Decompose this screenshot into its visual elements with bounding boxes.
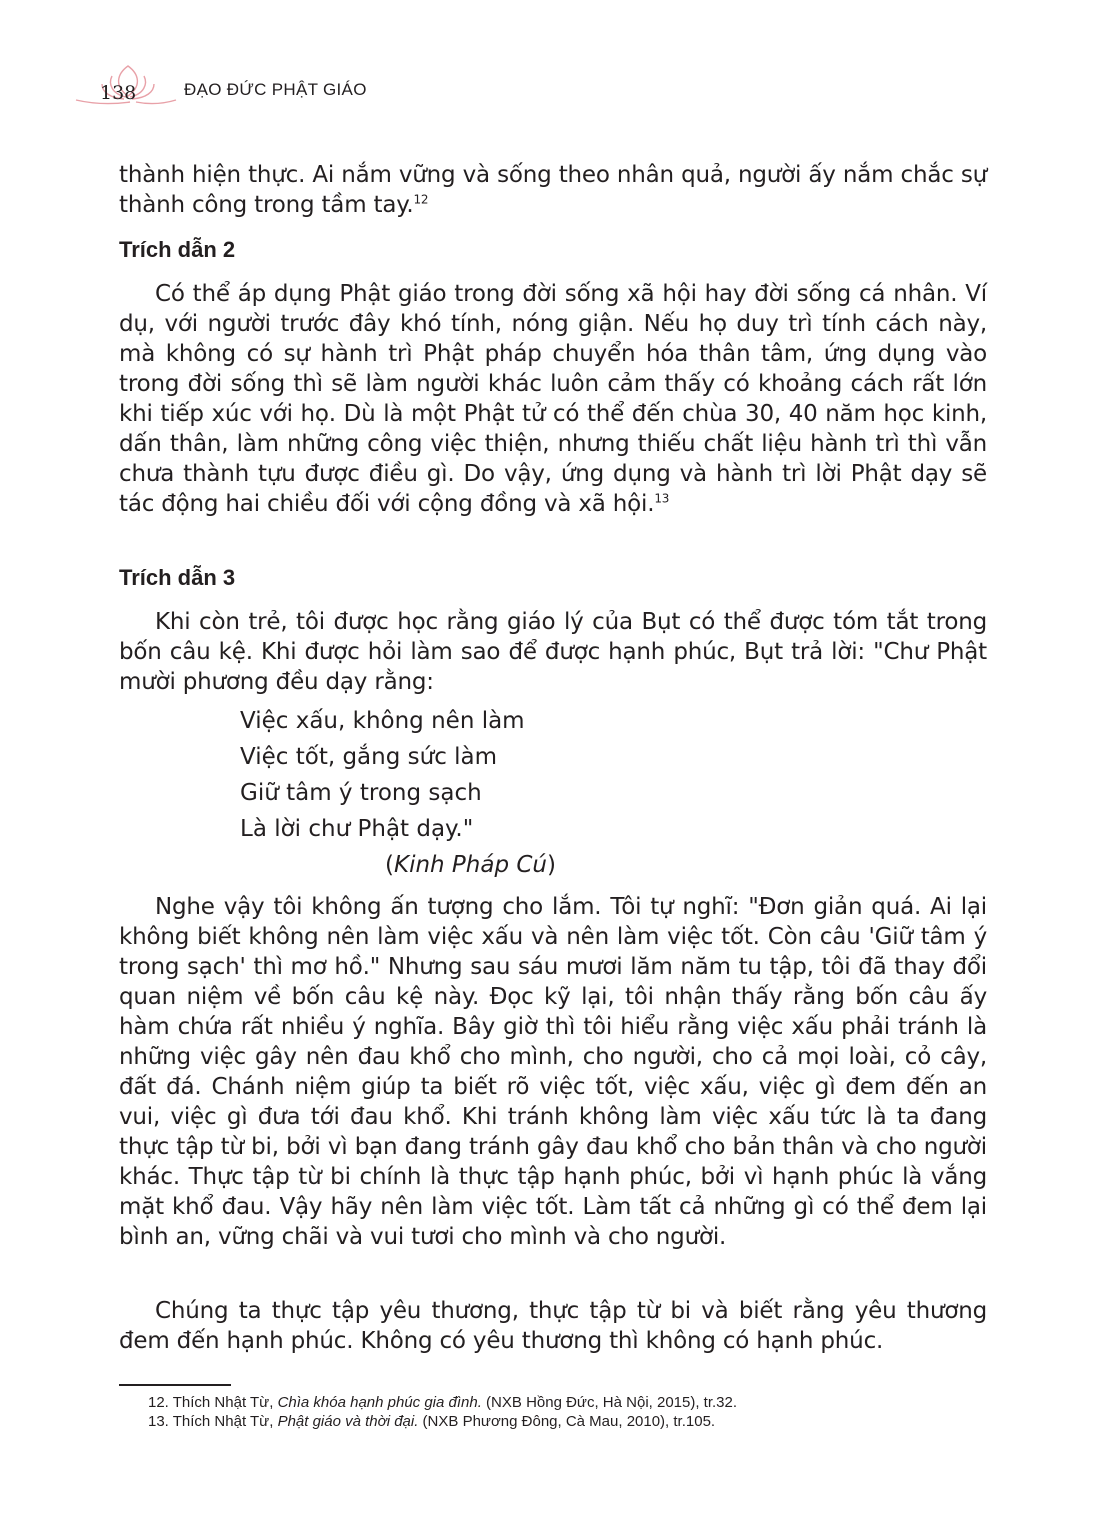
paragraph-intro	[119, 160, 987, 220]
paragraph-text: thành hiện thực. Ai nắm vững và sống theo nhân quả, người ấy nắm chắc sự thành công trong tầm tay.	[119, 162, 987, 218]
verse-block	[240, 703, 840, 847]
paragraph-reflection: Nghe vậy tôi không ấn tượng cho lắm. Tôi tự nghĩ: "Đơn giản quá. Ai lại không biết không nên làm việc xấu và nên làm việc tốt. Còn câu 'Giữ tâm ý trong sạch' thì mơ hồ." Nhưng sau sáu mươi lăm năm tu tập, tôi đã thay đổi quan niệm về bốn câu kệ này. Đọc kỹ lại, tôi nhận thấy rằng bốn câu ấy hàm chứa rất nhiều ý nghĩa. Bây giờ thì tôi hiểu rằng việc xấu phải tránh là những việc gây nên đau khổ cho mình, cho người, cho cả mọi loài, cỏ cây, đất đá. Chánh niệm giúp ta biết rõ việc tốt, việc xấu, việc gì đem đến an vui, việc gì đưa tới đau khổ. Khi tránh không làm việc xấu tức là ta đang thực tập từ bi, bởi vì bạn đang tránh gây đau khổ cho bản thân và cho người khác. Thực tập từ bi chính là thực tập hạnh phúc, bởi vì hạnh phúc là vắng mặt khổ đau. Vậy hãy nên làm việc tốt. Làm tất cả những gì có thể đem lại bình an, vững chãi và vui tươi cho mình và cho người.	[119, 894, 987, 1250]
paragraph-quote3: Khi còn trẻ, tôi được học rằng giáo lý của Bụt có thể được tóm tắt trong bốn câu kệ. Khi được hỏi làm sao để được hạnh phúc, Bụt trả lời: "Chư Phật mười phương đều dạy rằng:	[119, 609, 987, 695]
verse-line: Việc xấu, không nên làm	[240, 708, 525, 734]
verse-source: (Kinh Pháp Cú)	[385, 852, 556, 878]
verse-source-title: Kinh Pháp Cú	[393, 852, 548, 878]
page-number: 138	[100, 82, 137, 104]
paragraph-quote2	[119, 279, 987, 519]
reflection-block	[119, 892, 987, 1252]
running-title: ĐẠO ĐỨC PHẬT GIÁO	[184, 80, 367, 99]
paragraph-text: Có thể áp dụng Phật giáo trong đời sống xã hội hay đời sống cá nhân. Ví dụ, với người trước đây khó tính, nóng giận. Nếu họ duy trì tính cách này, mà không có sự hành trì Phật pháp chuyển hóa thân tâm, ứng dụng vào trong đời sống thì sẽ làm người khác luôn cảm thấy có khoảng cách rất lớn khi tiếp xúc với họ. Dù là một Phật tử có thể đến chùa 30, 40 năm học kinh, dấn thân, làm những công việc thiện, nhưng thiếu chất liệu hành trì thì vẫn chưa thành tựu được điều gì. Do vậy, ứng dụng và hành trì lời Phật dạy sẽ tác động hai chiều đối với cộng đồng và xã hội.	[119, 281, 987, 517]
love-block	[119, 1296, 987, 1356]
footnotes	[148, 1393, 978, 1431]
quote2-block	[119, 235, 987, 519]
section-heading-quote2: Trích dẫn 2	[119, 237, 236, 262]
paragraph-love: Chúng ta thực tập yêu thương, thực tập từ bi và biết rằng yêu thương đem đến hạnh phúc. Không có yêu thương thì không có hạnh phúc.	[119, 1298, 987, 1354]
quote3-block	[119, 563, 987, 697]
verse-line: Giữ tâm ý trong sạch	[240, 780, 482, 806]
footnote-13: 13. Thích Nhật Từ, Phật giáo và thời đại. (NXB Phương Đông, Cà Mau, 2010), tr.105.	[148, 1413, 716, 1430]
section-heading-quote3: Trích dẫn 3	[119, 565, 236, 590]
verse-line: Là lời chư Phật dạy."	[240, 816, 474, 842]
footnote-ref: 12	[413, 192, 429, 207]
intro-block	[119, 160, 987, 220]
verse-line: Việc tốt, gắng sức làm	[240, 744, 498, 770]
footnote-12: 12. Thích Nhật Từ, Chìa khóa hạnh phúc gia đình. (NXB Hồng Đức, Hà Nội, 2015), tr.32.	[148, 1394, 738, 1411]
page-header	[72, 62, 472, 112]
footnote-ref: 13	[654, 491, 670, 506]
footnote-divider	[119, 1384, 231, 1386]
